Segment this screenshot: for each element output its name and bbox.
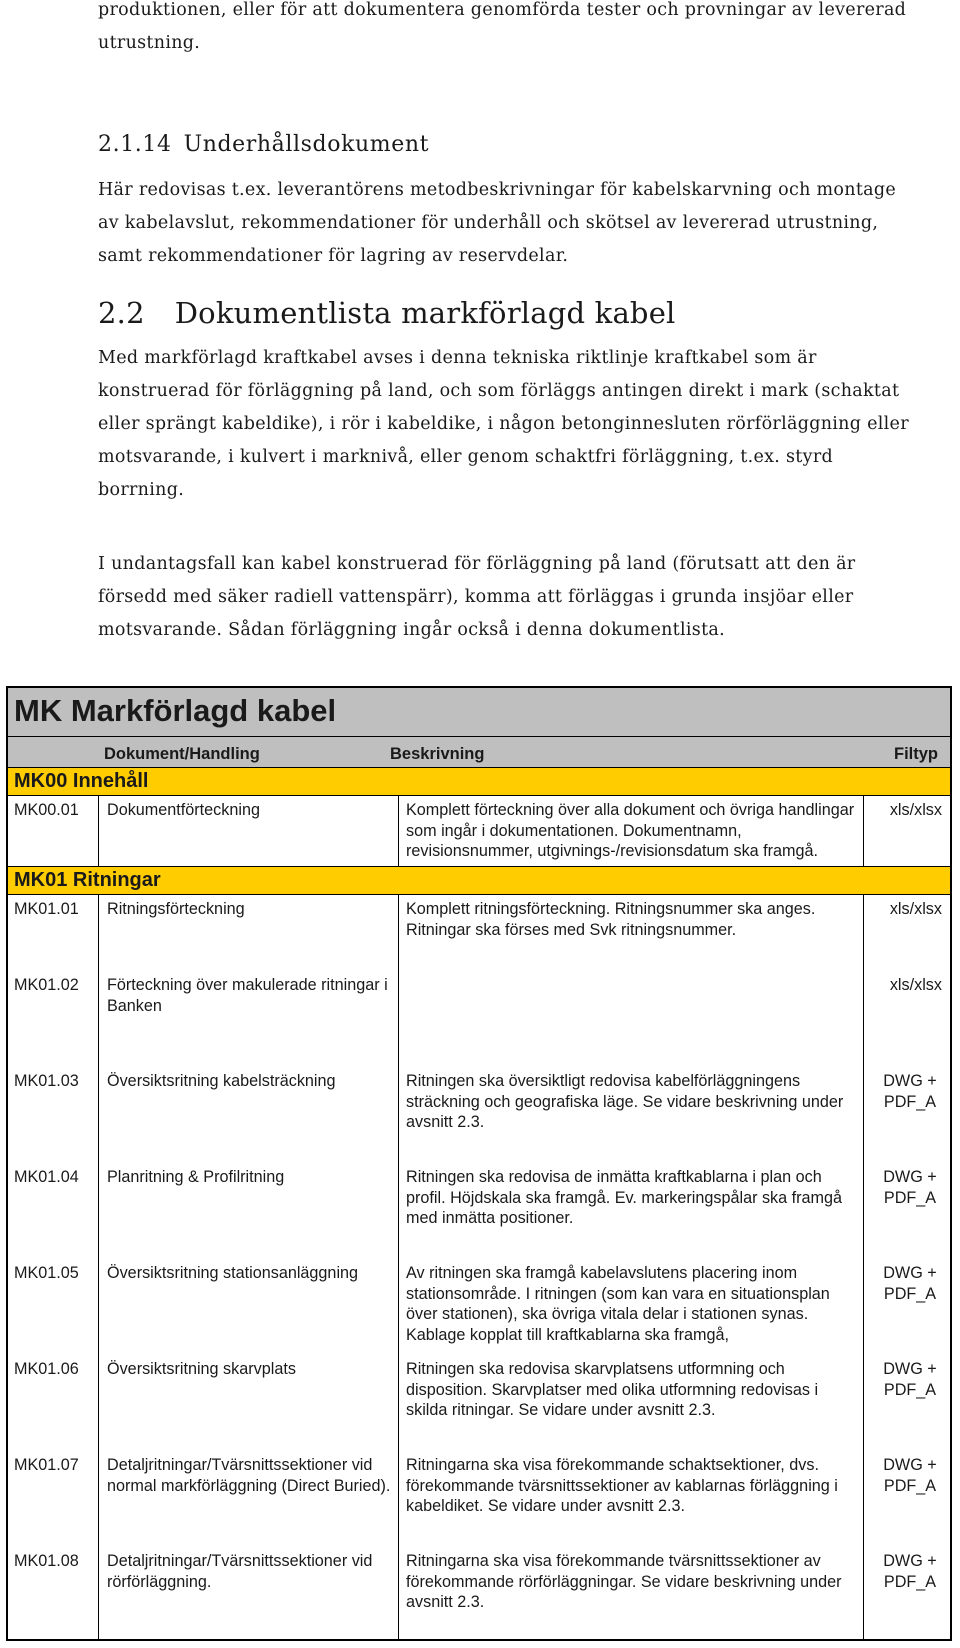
cell-code: MK01.04 (8, 1163, 99, 1259)
cell-code: MK01.06 (8, 1355, 99, 1451)
cell-code: MK01.07 (8, 1451, 99, 1547)
cell-description: Komplett ritningsförteckning. Ritningsnummer ska anges. Ritningar ska förses med Svk ritningsnummer. (399, 895, 864, 971)
filetype-label: DWG + PDF_A (883, 1360, 937, 1399)
section-title: Dokumentlista markförlagd kabel (174, 296, 676, 330)
table-row (8, 1259, 950, 1355)
section-row-mk01: MK01 Ritningar (8, 866, 950, 895)
cell-code: MK00.01 (8, 796, 99, 866)
section-2-1-14-body: Här redovisas t.ex. leverantörens metodbeskrivningar för kabelskarvning och montage av kabelavslut, rekommendationer för underhåll och skötsel av levererad utrustning, samt rekommendationer för lagring av reservdelar. (98, 180, 897, 266)
cell-document: Dokumentförteckning (99, 796, 399, 866)
cell-description (399, 971, 864, 1067)
cell-document: Översiktsritning stationsanläggning (99, 1259, 399, 1355)
cell-filetype (864, 971, 950, 1067)
header-document: Dokument/Handling (104, 745, 260, 763)
cell-code: MK01.01 (8, 895, 99, 971)
cell-description: Ritningarna ska visa förekommande schaktsektioner, dvs. förekommande tvärsnittssektioner av kablarnas förläggning i kabeldiket. Se vidare under avsnitt 2.3. (399, 1451, 864, 1547)
section-2-2-body-2: I undantagsfall kan kabel konstruerad för förläggning på land (förutsatt att den är försedd med säker radiell vattenspärr), komma att förläggas i grunda insjöar eller motsvarande. Sådan förläggning ingår också i denna dokumentlista. (98, 554, 856, 640)
filetype-label: DWG + PDF_A (883, 1072, 937, 1111)
cell-description: Ritningen ska redovisa skarvplatsens utformning och disposition. Skarvplatser med olika utformning redovisas i skilda ritningar. Se vidare under avsnitt 2.3. (399, 1355, 864, 1451)
filetype-label: xls/xlsx (889, 900, 942, 918)
cell-document: Detaljritningar/Tvärsnittssektioner vid rörförläggning. (99, 1547, 399, 1639)
filetype-label: xls/xlsx (889, 801, 942, 819)
cell-filetype (864, 1259, 950, 1355)
table-header-row (8, 737, 950, 767)
cell-description: Av ritningen ska framgå kabelavslutens placering inom stationsområde. I ritningen (som kan vara en situationsplan över stationen), ska övriga vitala delar i stationen synas. Kablage kopplat till kraftkablarna ska framgå, (399, 1259, 864, 1355)
section-2-2-body-1: Med markförlagd kraftkabel avses i denna tekniska riktlinje kraftkabel som är konstruerad för förläggning på land, och som förläggs antingen direkt i mark (schaktat eller sprängt kabeldike), i rör i kabeldike, i någon betonginnesluten rörförläggning eller motsvarande, i kulvert i marknivå, eller genom schaktfri förläggning, t.ex. styrd borrning. (98, 348, 909, 500)
cell-code: MK01.02 (8, 971, 99, 1067)
cell-description: Ritningen ska översiktligt redovisa kabelförläggningens sträckning och geografiska läge. Se vidare beskrivning under avsnitt 2.3. (399, 1067, 864, 1163)
table-row (8, 1163, 950, 1259)
filetype-label: xls/xlsx (889, 976, 942, 994)
table-row (8, 895, 950, 971)
table-row (8, 1355, 950, 1451)
cell-code: MK01.03 (8, 1067, 99, 1163)
cell-description: Ritningarna ska visa förekommande tvärsnittssektioner av förekommande rörförläggningar. Se vidare beskrivning under avsnitt 2.3. (399, 1547, 864, 1639)
section-number: 2.1.14 (98, 132, 172, 157)
filetype-label: DWG + PDF_A (883, 1168, 937, 1207)
table-title: MK Markförlagd kabel (8, 688, 950, 737)
cell-filetype (864, 895, 950, 971)
table-row (8, 796, 950, 866)
filetype-label: DWG + PDF_A (883, 1456, 937, 1495)
section-row-mk00: MK00 Innehåll (8, 767, 950, 796)
cell-document: Detaljritningar/Tvärsnittssektioner vid normal markförläggning (Direct Buried). (99, 1451, 399, 1547)
filetype-label: DWG + PDF_A (883, 1552, 937, 1591)
cell-filetype (864, 1355, 950, 1451)
cell-description: Ritningen ska redovisa de inmätta kraftkablarna i plan och profil. Höjdskala ska framgå. Ev. markeringspålar ska framgå med inmätta positioner. (399, 1163, 864, 1259)
cell-filetype (864, 1163, 950, 1259)
section-title: Underhållsdokument (183, 132, 430, 157)
cell-filetype (864, 1547, 950, 1639)
cell-filetype (864, 796, 950, 866)
section-number: 2.2 (98, 296, 145, 330)
cell-code: MK01.08 (8, 1547, 99, 1639)
cell-description: Komplett förteckning över alla dokument och övriga handlingar som ingår i dokumentationen. Dokumentnamn, revisionsnummer, utgivnings-/revisionsdatum ska framgå. (399, 796, 864, 866)
cell-code: MK01.05 (8, 1259, 99, 1355)
header-description: Beskrivning (390, 745, 485, 763)
intro-continuation: produktionen, eller för att dokumentera genomförda tester och provningar av levererad utrustning. (98, 0, 907, 53)
cell-document: Översiktsritning skarvplats (99, 1355, 399, 1451)
cell-document: Förteckning över makulerade ritningar i Banken (99, 971, 399, 1067)
table-row (8, 1547, 950, 1639)
cell-document: Ritningsförteckning (99, 895, 399, 971)
cell-filetype (864, 1067, 950, 1163)
section-heading-2-1-14 (98, 132, 429, 157)
filetype-label: DWG + PDF_A (883, 1264, 937, 1303)
table-row (8, 971, 950, 1067)
cell-document: Planritning & Profilritning (99, 1163, 399, 1259)
document-list-table (6, 686, 952, 1641)
table-row (8, 1067, 950, 1163)
cell-filetype (864, 1451, 950, 1547)
table-row (8, 1451, 950, 1547)
section-heading-2-2 (98, 296, 676, 330)
header-filetype: Filtyp (894, 745, 938, 763)
cell-document: Översiktsritning kabelsträckning (99, 1067, 399, 1163)
